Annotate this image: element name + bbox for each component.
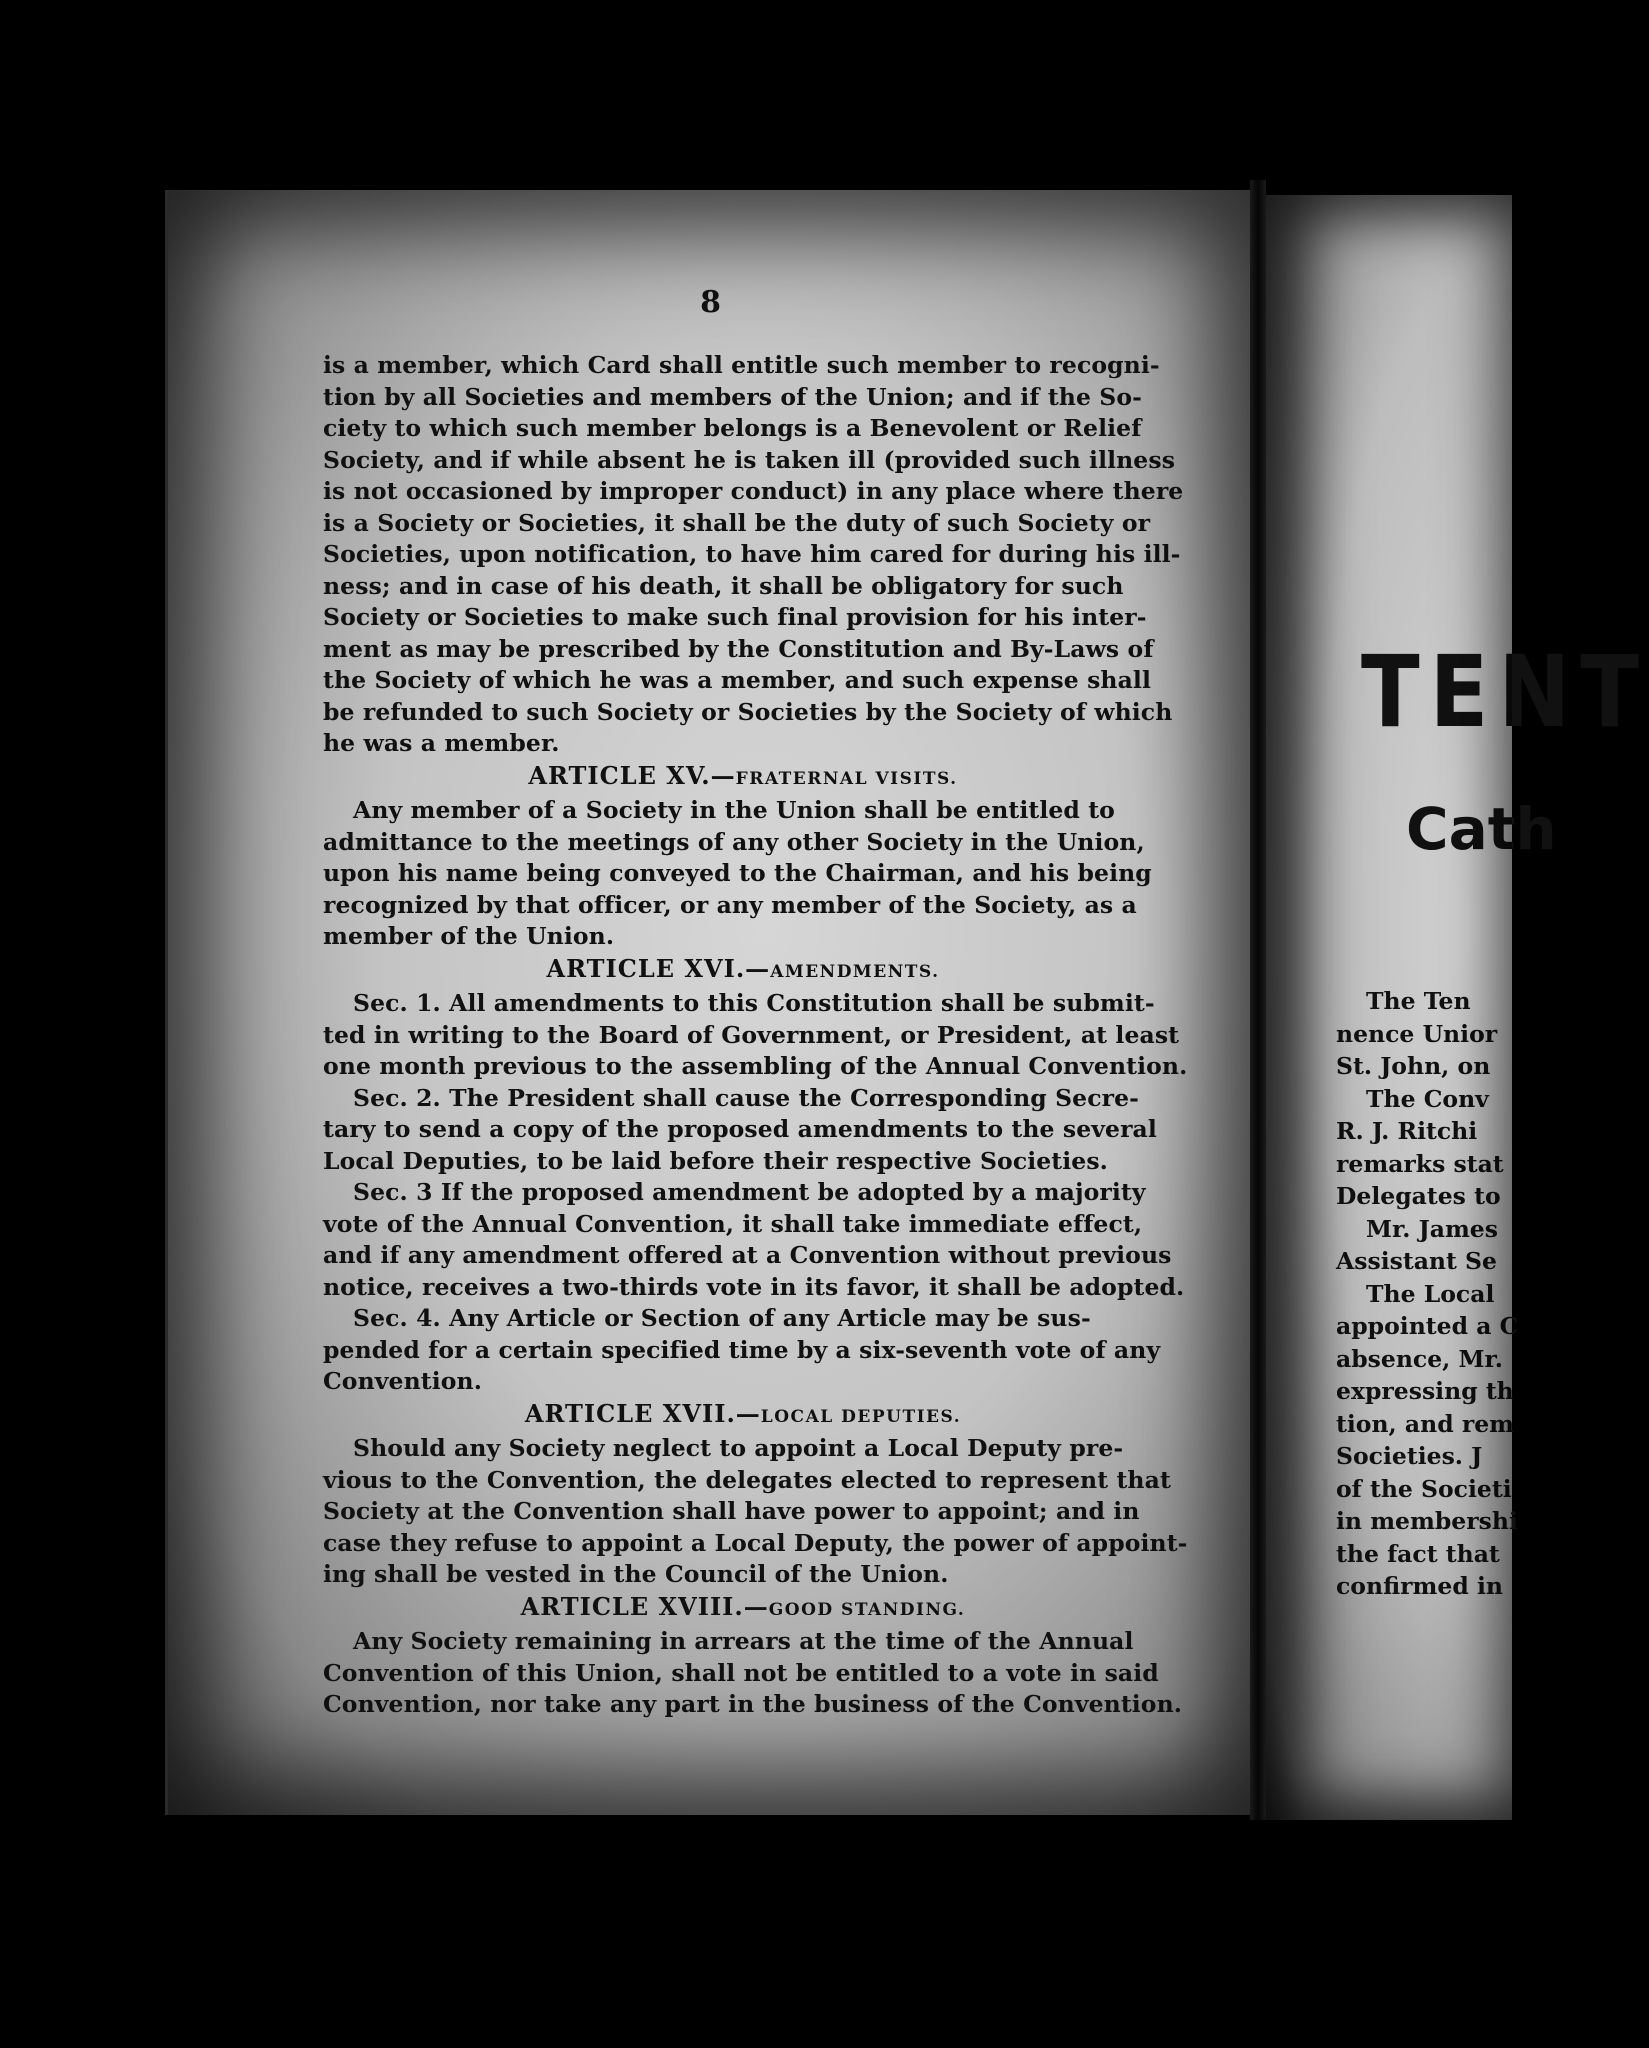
text-line: is a member, which Card shall entitle such member to recogni-: [323, 351, 1160, 379]
left-page-text: [323, 350, 1188, 1721]
text-line: Sec. 1. All amendments to this Constitution shall be submit-: [353, 989, 1155, 1017]
text-line: upon his name being conveyed to the Chairman, and his being: [323, 859, 1152, 887]
text-line: case they refuse to appoint a Local Deputy, the power of appoint-: [323, 1528, 1188, 1557]
page-number: 8: [700, 285, 721, 320]
text-line: one month previous to the assembling of the Annual Convention.: [323, 1052, 1188, 1080]
text-line: Sec. 3 If the proposed amendment be adopted by a majority: [353, 1178, 1146, 1206]
text-line: Societies, upon notification, to have him cared for during his ill-: [323, 540, 1181, 568]
text-line: he was a member.: [323, 729, 560, 757]
text-line: Mr. James: [1366, 1214, 1498, 1243]
text-line: The Ten: [1366, 987, 1471, 1015]
text-line: remarks stat: [1336, 1149, 1504, 1178]
text-line: recognized by that officer, or any member of the Society, as a: [323, 890, 1137, 919]
text-line: vote of the Annual Convention, it shall take immediate effect,: [323, 1209, 1143, 1238]
text-line: Convention, nor take any part in the business of the Convention.: [323, 1690, 1183, 1718]
text-line: pended for a certain specified time by a six-seventh vote of any: [323, 1335, 1161, 1364]
text-line: confirmed in: [1336, 1572, 1503, 1600]
text-line: ing shall be vested in the Council of the Union.: [323, 1560, 949, 1588]
text-line: ness; and in case of his death, it shall be obligatory for such: [323, 571, 1124, 600]
text-line: the fact that: [1336, 1539, 1500, 1568]
text-line: St. John, on: [1336, 1052, 1491, 1080]
right-page: [1266, 195, 1649, 1820]
text-line: be refunded to such Society or Societies by the Society of which: [323, 697, 1173, 726]
text-line: Assistant Se: [1336, 1247, 1497, 1275]
text-line: ment as may be prescribed by the Constitution and By-Laws of: [323, 634, 1154, 663]
text-line: admittance to the meetings of any other Society in the Union,: [323, 827, 1145, 856]
text-line: expressing th: [1336, 1377, 1514, 1405]
text-line: Delegates to: [1336, 1182, 1501, 1210]
text-line: in membershi: [1336, 1507, 1518, 1535]
article-heading-title: LOCAL DEPUTIES.: [760, 1406, 962, 1427]
text-line: appointed a C: [1336, 1312, 1519, 1340]
text-line: Convention.: [323, 1367, 482, 1395]
text-line: tary to send a copy of the proposed amendments to the several: [323, 1115, 1157, 1143]
text-line: and if any amendment offered at a Convention without previous: [323, 1241, 1172, 1269]
text-line: Any Society remaining in arrears at the time of the Annual: [353, 1627, 1134, 1655]
text-line: Sec. 4. Any Article or Section of any Article may be sus-: [353, 1304, 1091, 1332]
page-gutter: [1250, 180, 1266, 1820]
article-heading-title: FRATERNAL VISITS.: [735, 768, 958, 789]
text-line: ted in writing to the Board of Government, or President, at least: [323, 1020, 1180, 1049]
right-page-title: TENT: [1361, 635, 1649, 750]
text-line: Local Deputies, to be laid before their respective Societies.: [323, 1146, 1108, 1175]
text-line: The Conv: [1366, 1084, 1489, 1113]
text-line: notice, receives a two-thirds vote in its favor, it shall be adopted.: [323, 1272, 1185, 1301]
text-line: R. J. Ritchi: [1336, 1117, 1478, 1145]
text-line: nence Unior: [1336, 1019, 1498, 1048]
text-line: Society or Societies to make such final provision for his inter-: [323, 603, 1147, 631]
text-line: tion by all Societies and members of the Union; and if the So-: [323, 382, 1142, 411]
text-line: Convention of this Union, shall not be entitled to a vote in said: [323, 1658, 1159, 1687]
text-line: is not occasioned by improper conduct) in any place where there: [323, 477, 1184, 505]
article-heading: [323, 760, 1163, 796]
text-line: Any member of a Society in the Union shall be entitled to: [353, 796, 1115, 824]
text-line: member of the Union.: [323, 922, 615, 950]
article-heading-title: GOOD STANDING.: [768, 1599, 966, 1620]
text-line: Should any Society neglect to appoint a Local Deputy pre-: [353, 1434, 1124, 1462]
article-heading-number: ARTICLE XV.—: [528, 760, 736, 790]
text-line: vious to the Convention, the delegates elected to represent that: [323, 1465, 1171, 1494]
article-heading: [323, 1398, 1163, 1434]
article-heading-number: ARTICLE XVII.—: [524, 1398, 761, 1428]
article-heading-number: ARTICLE XVIII.—: [520, 1591, 769, 1621]
left-page: [165, 190, 1253, 1815]
text-line: absence, Mr.: [1336, 1344, 1503, 1373]
text-line: Societies. J: [1336, 1442, 1483, 1470]
text-line: of the Societi: [1336, 1474, 1512, 1503]
text-line: is a Society or Societies, it shall be the duty of such Society or: [323, 508, 1151, 537]
text-line: tion, and rem: [1336, 1409, 1515, 1438]
article-heading: [323, 1591, 1163, 1627]
text-line: ciety to which such member belongs is a Benevolent or Relief: [323, 414, 1142, 442]
text-line: The Local: [1366, 1279, 1495, 1308]
article-heading-title: AMENDMENTS.: [770, 961, 940, 982]
text-line: Sec. 2. The President shall cause the Corresponding Secre-: [353, 1083, 1140, 1112]
text-line: Society, and if while absent he is taken ill (provided such illness: [323, 445, 1176, 474]
right-page-text: [1336, 985, 1636, 1603]
article-heading: [323, 953, 1163, 989]
text-line: the Society of which he was a member, and such expense shall: [323, 666, 1151, 694]
article-heading-number: ARTICLE XVI.—: [546, 953, 771, 983]
text-line: Society at the Convention shall have power to appoint; and in: [323, 1497, 1140, 1525]
right-page-subtitle: Cath: [1406, 795, 1557, 863]
